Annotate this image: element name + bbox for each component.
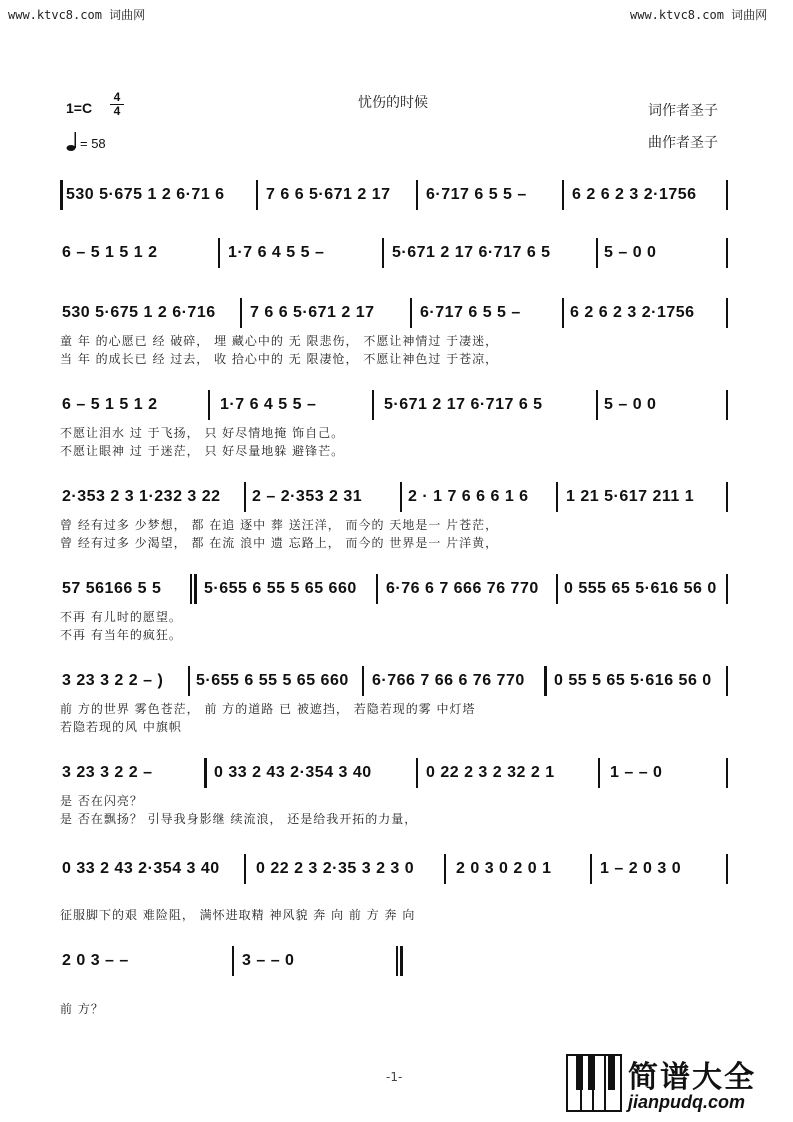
barline	[598, 758, 600, 788]
measure-notes: 6 – 5 1 5 1 2	[62, 244, 158, 261]
barline	[596, 390, 598, 420]
measure-notes: 5·671 2 17 6·717 6 5	[384, 396, 543, 413]
lyric-line: 曾 经有过多 少梦想， 都 在追 逐中 葬 送汪洋， 而今的 天地是一 片苍茫，	[60, 518, 499, 532]
measure-notes: 6·717 6 5 5 –	[426, 186, 527, 203]
lyric-line: 征服脚下的艰 难险阻， 满怀进取精 神风貌 奔 向 前 方 奔 向	[60, 908, 416, 922]
measure-notes: 1 – 2 0 3 0	[600, 860, 682, 877]
composer: 曲作者圣子	[648, 135, 718, 151]
barline	[240, 298, 242, 328]
barline	[726, 574, 728, 604]
barline	[244, 482, 246, 512]
lyric-line: 不再 有当年的疯狂。	[60, 628, 182, 642]
measure-notes: 1·7 6 4 5 5 –	[220, 396, 317, 413]
barline	[382, 238, 384, 268]
barline	[726, 180, 728, 210]
barline	[218, 238, 220, 268]
barline	[190, 574, 192, 604]
measure-notes: 0 555 65 5·616 56 0	[564, 580, 717, 597]
measure-notes: 5 – 0 0	[604, 396, 657, 413]
barline	[726, 298, 728, 328]
measure-notes: 2 0 3 0 2 0 1	[456, 860, 552, 877]
lyric-line: 不愿让泪水 过 于飞扬， 只 好尽情地掩 饰自己。	[60, 426, 345, 440]
measure-notes: 2 – 2·353 2 31	[252, 488, 363, 505]
quarter-note-icon	[66, 132, 78, 156]
barline	[726, 666, 728, 696]
lyric-line: 当 年 的成长已 经 过去， 收 拾心中的 无 限凄怆， 不愿让神色过 于苍凉，	[60, 352, 499, 366]
tempo: = 58	[80, 136, 106, 151]
barline	[410, 298, 412, 328]
measure-notes: 5·655 6 55 5 65 660	[196, 672, 349, 689]
barline	[416, 180, 418, 210]
page-number: -1-	[386, 1070, 403, 1084]
lyric-line: 是 否在闪亮？	[60, 794, 143, 808]
lyric-line: 童 年 的心愿已 经 破碎， 埋 藏心中的 无 限悲伤， 不愿让神情过 于凄迷，	[60, 334, 499, 348]
measure-notes: 0 33 2 43 2·354 3 40	[62, 860, 220, 877]
repeat-end-bar	[204, 758, 207, 788]
barline	[444, 854, 446, 884]
barline	[726, 482, 728, 512]
measure-notes: 6 2 6 2 3 2·1756	[572, 186, 697, 203]
barline	[562, 298, 564, 328]
measure-notes: 6 2 6 2 3 2·1756	[570, 304, 695, 321]
time-signature	[110, 92, 124, 117]
measure-notes: 1 – – 0	[610, 764, 663, 781]
song-title: 忧伤的时候	[358, 95, 428, 111]
measure-notes: 3 – – 0	[242, 952, 295, 969]
final-barline-thick	[400, 946, 403, 976]
measure-notes: 1 21 5·617 211 1	[566, 488, 695, 505]
measure-notes: 530 5·675 1 2 6·716	[62, 304, 216, 321]
measure-notes: 6·717 6 5 5 –	[420, 304, 521, 321]
measure-notes: 0 33 2 43 2·354 3 40	[214, 764, 372, 781]
barline	[362, 666, 364, 696]
start-repeat-bar	[60, 180, 63, 210]
logo-title: 简谱大全	[628, 1060, 756, 1095]
lyric-line: 前 方？	[60, 1002, 104, 1016]
measure-notes: 2 0 3 – –	[62, 952, 129, 969]
barline	[590, 854, 592, 884]
lyric-line: 是 否在飘扬？ 引导我身影继 续流浪， 还是给我开拓的力量，	[60, 812, 418, 826]
measure-notes: 6·76 6 7 666 76 770	[386, 580, 539, 597]
measure-notes: 5·655 6 55 5 65 660	[204, 580, 357, 597]
lyric-line: 前 方的世界 雾色苍茫， 前 方的道路 已 被遮挡， 若隐若现的雾 中灯塔	[60, 702, 476, 716]
barline	[256, 180, 258, 210]
measure-notes: 7 6 6 5·671 2 17	[250, 304, 375, 321]
measure-notes: 57 56166 5 5	[62, 580, 162, 597]
measure-notes: 2 · 1 7 6 6 6 1 6	[408, 488, 529, 505]
lyricist: 词作者圣子	[648, 103, 718, 119]
barline	[726, 238, 728, 268]
barline	[556, 482, 558, 512]
measure-notes: 5 – 0 0	[604, 244, 657, 261]
measure-notes: 7 6 6 5·671 2 17	[266, 186, 391, 203]
barline	[232, 946, 234, 976]
barline	[726, 758, 728, 788]
repeat-start-bar	[544, 666, 547, 696]
lyric-line: 不再 有儿时的愿望。	[60, 610, 182, 624]
barline	[376, 574, 378, 604]
barline	[400, 482, 402, 512]
barline	[416, 758, 418, 788]
barline	[372, 390, 374, 420]
measure-notes: 6 – 5 1 5 1 2	[62, 396, 158, 413]
measure-notes: 530 5·675 1 2 6·71 6	[66, 186, 225, 203]
barline	[726, 854, 728, 884]
measure-notes: 0 22 2 3 2·35 3 2 3 0	[256, 860, 415, 877]
measure-notes: 5·671 2 17 6·717 6 5	[392, 244, 551, 261]
barline	[188, 666, 190, 696]
barline	[726, 390, 728, 420]
header-right-url[interactable]: www.ktvc8.com 词曲网	[630, 8, 768, 22]
site-logo[interactable]	[566, 1052, 788, 1116]
measure-notes: 6·766 7 66 6 76 770	[372, 672, 525, 689]
logo-url: jianpudq.com	[628, 1092, 745, 1112]
piano-icon	[566, 1054, 622, 1112]
barline	[208, 390, 210, 420]
header-left-url[interactable]: www.ktvc8.com 词曲网	[8, 8, 146, 22]
measure-notes: 1·7 6 4 5 5 –	[228, 244, 325, 261]
measure-notes: 3 23 3 2 2 – )	[62, 672, 164, 689]
time-signature-top: 4	[113, 90, 121, 104]
key-signature: 1=C	[66, 100, 93, 116]
time-signature-bottom: 4	[113, 104, 121, 118]
barline	[244, 854, 246, 884]
lyric-line: 曾 经有过多 少渴望， 都 在流 浪中 遗 忘路上， 而今的 世界是一 片洋黄，	[60, 536, 499, 550]
barline	[556, 574, 558, 604]
lyric-line: 不愿让眼神 过 于迷茫， 只 好尽量地躲 避锋芒。	[60, 444, 345, 458]
repeat-start-bar	[194, 574, 197, 604]
measure-notes: 3 23 3 2 2 –	[62, 764, 153, 781]
measure-notes: 2·353 2 3 1·232 3 22	[62, 488, 221, 505]
measure-notes: 0 55 5 65 5·616 56 0	[554, 672, 712, 689]
barline	[562, 180, 564, 210]
final-barline-thin	[396, 946, 398, 976]
barline	[596, 238, 598, 268]
measure-notes: 0 22 2 3 2 32 2 1	[426, 764, 555, 781]
lyric-line: 若隐若现的风 中旗帜	[60, 720, 182, 734]
